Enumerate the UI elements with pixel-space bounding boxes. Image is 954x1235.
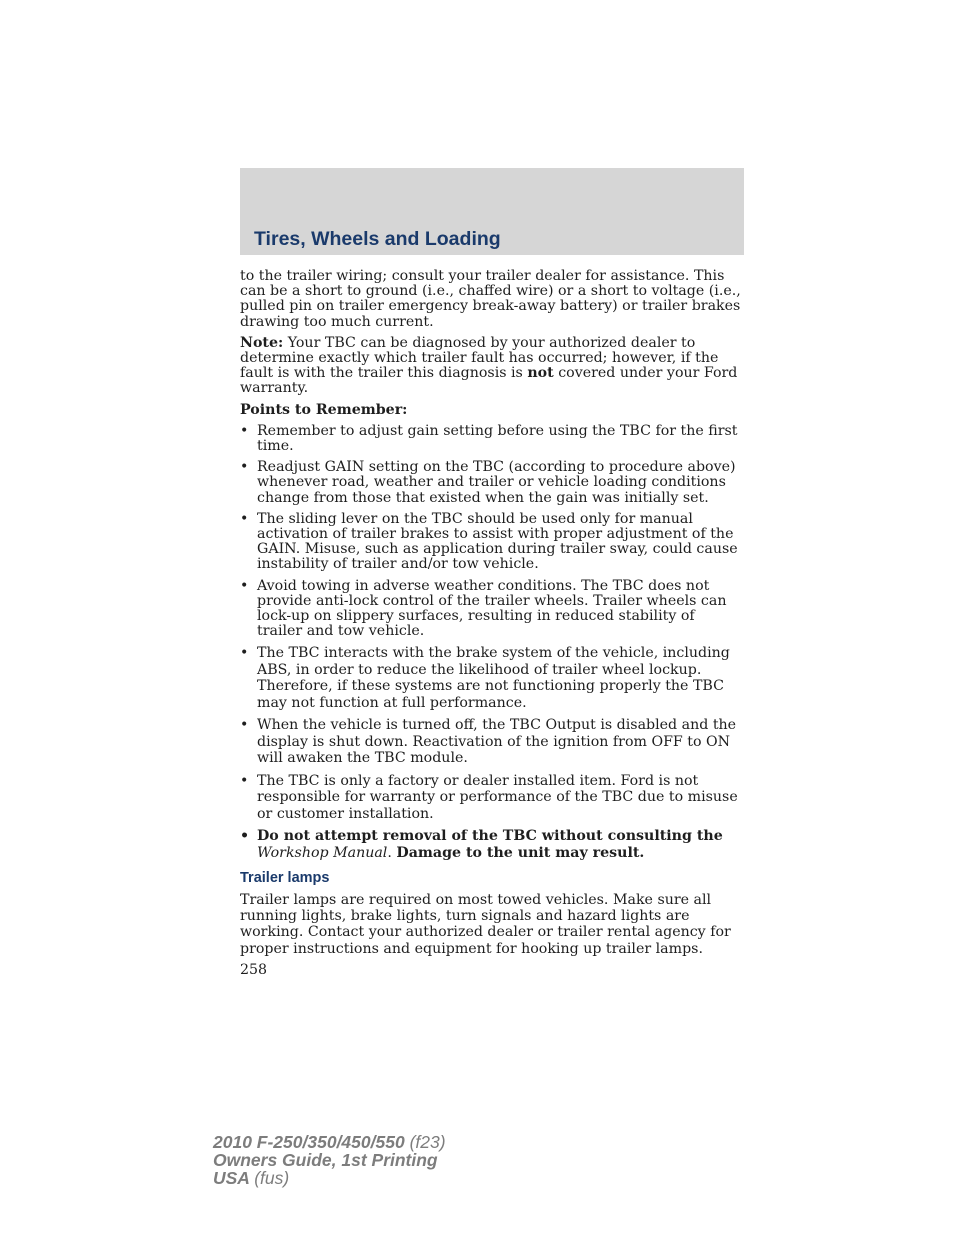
trailer-lamps-paragraph: Trailer lamps are required on most towed vehicles. Make sure all running lights, brake lights, turn signals and hazard lights are working. Contact your authorized dealer or trailer rental agency for proper instructions and equipment for hooking up trailer lamps.: [240, 891, 731, 957]
list-item: [240, 645, 744, 711]
note-paragraph: [240, 336, 744, 397]
bullet-icon: •: [240, 645, 249, 662]
list-item: [240, 717, 744, 767]
warning-bold-end: Damage to the unit may result.: [396, 844, 645, 861]
bullet-icon: •: [240, 828, 250, 845]
list-item-text: Readjust GAIN setting on the TBC (according to procedure above) whenever road, weather and trailer or vehicle loading conditions change from those that existed when the gain was initially set.: [257, 459, 736, 506]
footer-model-code: (f23): [409, 1132, 446, 1152]
list-item-text: Avoid towing in adverse weather conditions. The TBC does not provide anti-lock control of the trailer wheels. Trailer wheels can lock-up on slippery surfaces, resulting in reduced stability of trailer and tow vehicle.: [257, 577, 727, 640]
footer-line-printing: Owners Guide, 1st Printing: [213, 1150, 438, 1170]
intro-paragraph: to the trailer wiring; consult your trailer dealer for assistance. This can be a short to ground (i.e., chaffed wire) or a short to voltage (i.e., pulled pin on trailer emergency break-away battery) or trailer brakes drawing too much current.: [240, 268, 741, 330]
list-item: [240, 512, 744, 573]
note-text-after: covered under your Ford warranty.: [240, 365, 738, 397]
list-item-text: Remember to adjust gain setting before using the TBC for the first time.: [257, 422, 738, 455]
footer-line-model: [213, 1133, 446, 1151]
footer-line-market: [213, 1169, 446, 1187]
list-item-text: The TBC is only a factory or dealer installed item. Ford is not responsible for warranty or performance of the TBC due to misuse or customer installation.: [257, 772, 738, 822]
page-number: 258: [240, 962, 268, 979]
bullet-icon: •: [240, 577, 249, 594]
list-item: [240, 460, 744, 506]
trailer-lamps-heading: Trailer lamps: [240, 870, 330, 887]
bullet-icon: •: [240, 459, 249, 476]
points-heading: Points to Remember:: [240, 401, 408, 418]
note-bold-word: not: [527, 365, 554, 382]
workshop-manual-reference: Workshop Manual: [257, 844, 388, 861]
points-list: [240, 424, 744, 862]
list-item-text: The TBC interacts with the brake system of the vehicle, including ABS, in order to reduce the likelihood of trailer wheel lockup. Therefore, if these systems are not functioning properly the TBC may not function at full performance.: [257, 645, 730, 711]
footer-market: USA: [213, 1168, 250, 1188]
warning-list-item: [240, 828, 744, 861]
list-item: [240, 773, 744, 823]
warning-period: .: [387, 844, 392, 861]
bullet-icon: •: [240, 772, 249, 789]
list-item: [240, 424, 744, 454]
bullet-icon: •: [240, 717, 249, 734]
page-content: [240, 269, 744, 979]
note-label: Note:: [240, 334, 284, 351]
footer-market-code: (fus): [254, 1168, 290, 1188]
list-item-text: The sliding lever on the TBC should be used only for manual activation of trailer brakes to assist with proper adjustment of the GAIN. Misuse, such as application during trailer sway, could cause instability of trailer and/or tow vehicle.: [257, 510, 738, 573]
bullet-icon: •: [240, 422, 249, 439]
document-footer: [213, 1133, 446, 1187]
warning-bold-start: Do not attempt removal of the TBC without consulting the: [257, 828, 723, 845]
section-title: Tires, Wheels and Loading: [254, 228, 501, 250]
list-item-text: When the vehicle is turned off, the TBC Output is disabled and the display is shut down. Reactivation of the ignition from OFF to ON will awaken the TBC module.: [257, 717, 737, 767]
note-text-before: Your TBC can be diagnosed by your authorized dealer to determine exactly which trailer fault has occurred; however, if the fault is with the trailer this diagnosis is: [240, 334, 719, 382]
list-item: [240, 579, 744, 640]
section-header-band: [240, 168, 744, 255]
footer-model: 2010 F-250/350/450/550: [213, 1132, 405, 1152]
bullet-icon: •: [240, 510, 249, 527]
